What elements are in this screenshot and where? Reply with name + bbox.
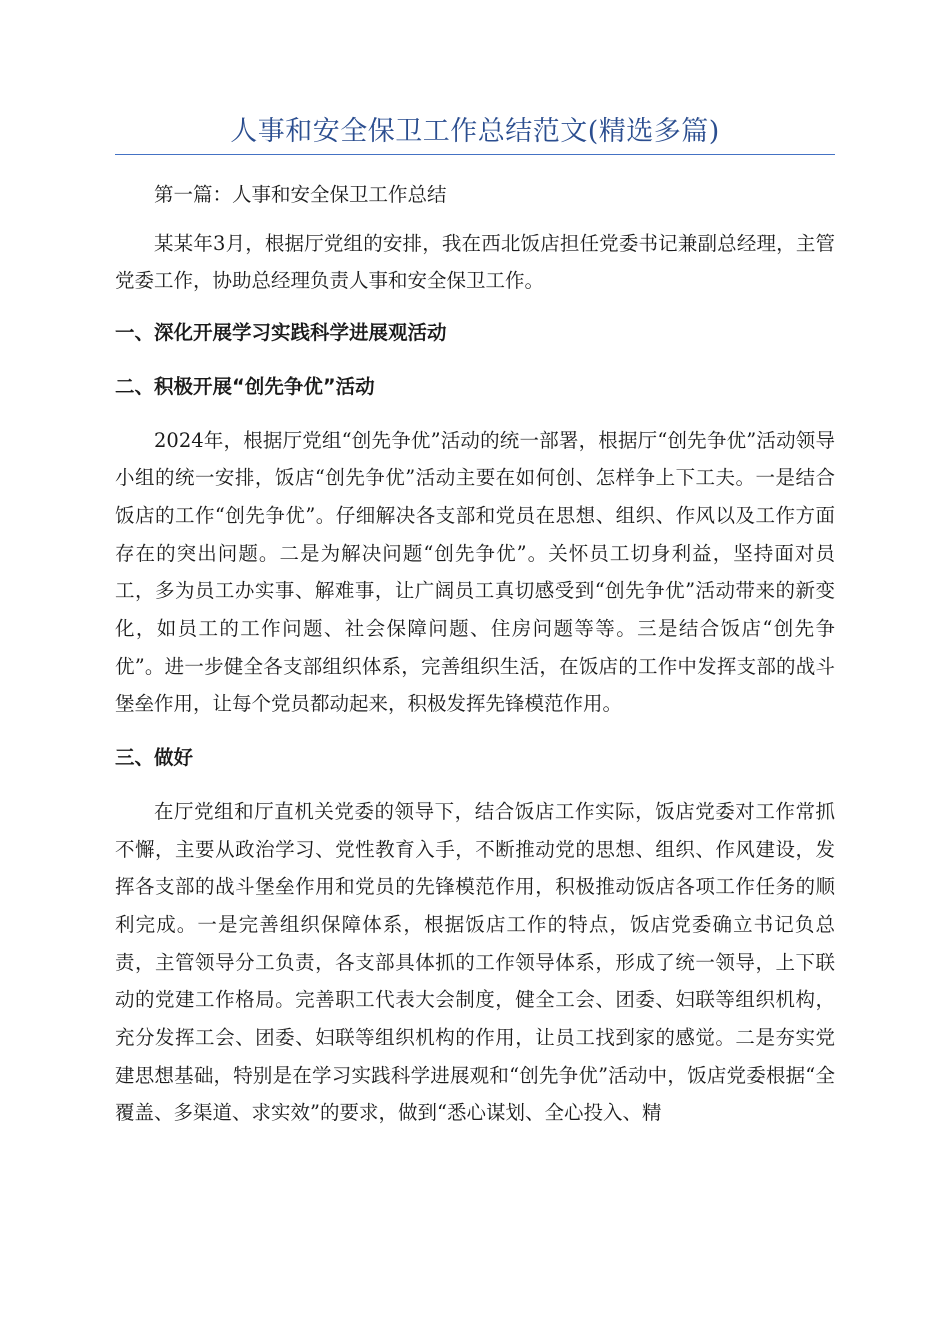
intro-paragraph: 某某年3月，根据厅党组的安排，我在西北饭店担任党委书记兼副总经理，主管党委工作，协助总经理负责人事和安全保卫工作。 <box>115 231 835 293</box>
document-body <box>115 172 835 1132</box>
paragraph-2: 2024年，根据厅党组“创先争优”活动的统一部署，根据厅“创先争优”活动领导小组的统一安排，饭店“创先争优”活动主要在如何创、怎样争上下工夫。一是结合饭店的工作“创先争优”。仔细解决各支部和党员在思想、组织、作风以及工作方面存在的突出问题。二是为解决问题“创先争优”。关怀员工切身利益，坚持面对员工，多为员工办实事、解难事，让广阔员工真切感受到“创先争优”活动带来的新变化，如员工的工作问题、社会保障问题、住房问题等等。三是结合饭店“创先争优”。进一步健全各支部组织体系，完善组织生活，在饭店的工作中发挥支部的战斗堡垒作用，让每个党员都动起来，积极发挥先锋模范作用。 <box>115 428 835 716</box>
document-title: 人事和安全保卫工作总结范文(精选多篇) <box>230 116 720 147</box>
paragraph-3: 在厅党组和厅直机关党委的领导下，结合饭店工作实际，饭店党委对工作常抓不懈，主要从政治学习、党性教育入手，不断推动党的思想、组织、作风建设，发挥各支部的战斗堡垒作用和党员的先锋模范作用，积极推动饭店各项工作任务的顺利完成。一是完善组织保障体系，根据饭店工作的特点，饭店党委确立书记负总责，主管领导分工负责，各支部具体抓的工作领导体系，形成了统一领导，上下联动的党建工作格局。完善职工代表大会制度，健全工会、团委、妇联等组织机构，充分发挥工会、团委、妇联等组织机构的作用，让员工找到家的感觉。二是夯实党建思想基础，特别是在学习实践科学进展观和“创先争优”活动中，饭店党委根据“全覆盖、多渠道、求实效”的要求，做到“悉心谋划、全心投入、精 <box>115 799 835 1125</box>
section-label: 第一篇：人事和安全保卫工作总结 <box>154 183 447 206</box>
heading-1: 一、深化开展学习实践科学进展观活动 <box>115 321 447 345</box>
title-underline <box>115 154 835 155</box>
heading-2: 二、积极开展“创先争优”活动 <box>115 374 375 398</box>
heading-3: 三、做好 <box>115 746 194 770</box>
